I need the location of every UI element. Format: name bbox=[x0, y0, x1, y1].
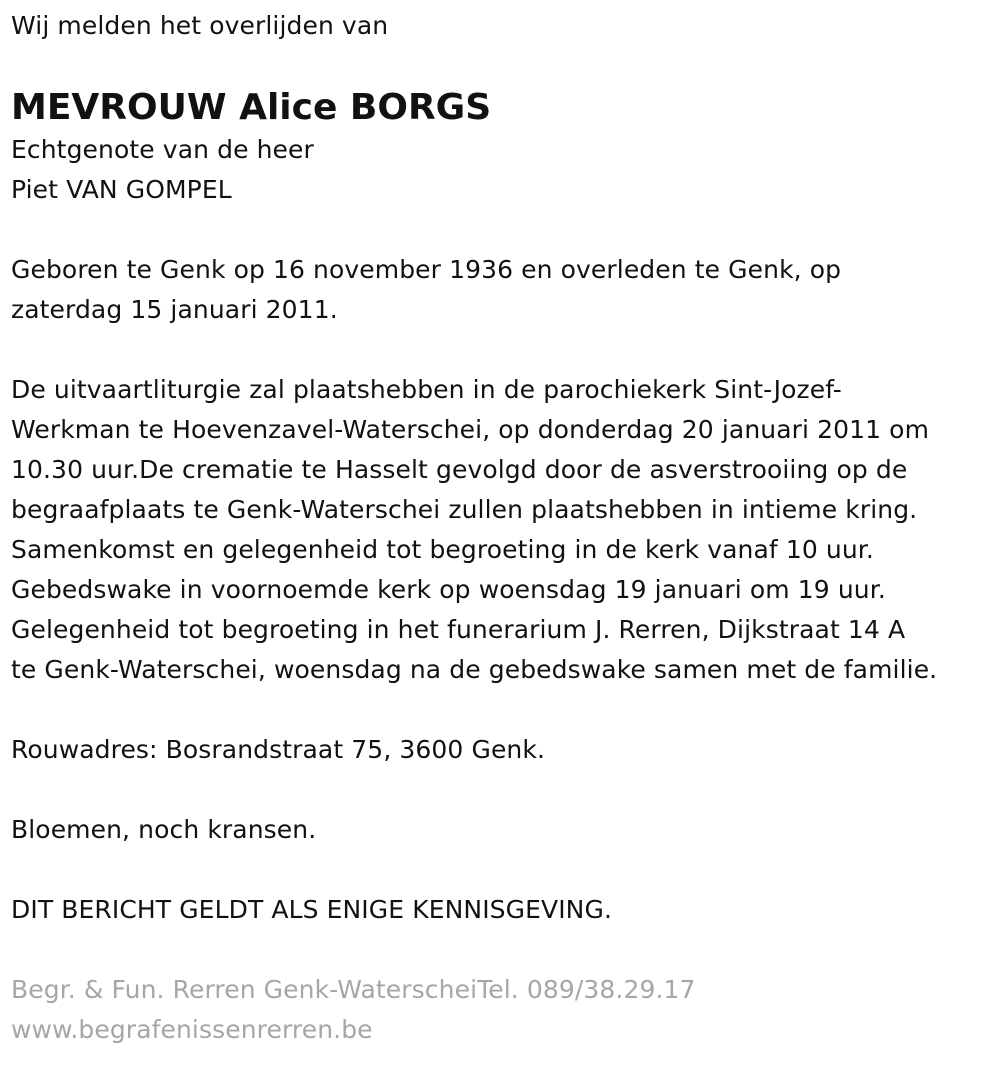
paragraph-line: zaterdag 15 januari 2011. bbox=[11, 295, 338, 324]
notice-statement: DIT BERICHT GELDT ALS ENIGE KENNISGEVING. bbox=[11, 895, 612, 924]
birth-death-paragraph bbox=[11, 250, 993, 330]
funeral-home-info: Begr. & Fun. Rerren Genk-WaterscheiTel. 089/38.29.17 bbox=[11, 975, 696, 1004]
spouse-line-1: Echtgenote van de heer bbox=[11, 135, 314, 164]
spouse-line-2: Piet VAN GOMPEL bbox=[11, 175, 232, 204]
mourning-address: Rouwadres: Bosrandstraat 75, 3600 Genk. bbox=[11, 735, 546, 764]
intro-text: Wij melden het overlijden van bbox=[11, 11, 389, 40]
paragraph-line: begraafplaats te Genk-Waterschei zullen plaatshebben in intieme kring. bbox=[11, 495, 918, 524]
flowers-note: Bloemen, noch kransen. bbox=[11, 815, 317, 844]
spacer bbox=[11, 330, 993, 370]
spacer bbox=[11, 930, 993, 970]
deceased-name: MEVROUW Alice BORGS bbox=[11, 87, 492, 128]
paragraph-line: Geboren te Genk op 16 november 1936 en overleden te Genk, op bbox=[11, 255, 842, 284]
funeral-home-website[interactable]: www.begrafenissenrerren.be bbox=[11, 1015, 373, 1044]
spacer bbox=[11, 210, 993, 250]
spacer bbox=[11, 770, 993, 810]
paragraph-line: Gebedswake in voornoemde kerk op woensdag 19 januari om 19 uur. bbox=[11, 575, 886, 604]
spacer bbox=[11, 690, 993, 730]
paragraph-line: De uitvaartliturgie zal plaatshebben in de parochiekerk Sint-Jozef- bbox=[11, 375, 842, 404]
paragraph-line: Samenkomst en gelegenheid tot begroeting in de kerk vanaf 10 uur. bbox=[11, 535, 874, 564]
paragraph-line: Werkman te Hoevenzavel-Waterschei, op donderdag 20 januari 2011 om bbox=[11, 415, 930, 444]
ceremony-paragraph bbox=[11, 370, 993, 690]
obituary-notice bbox=[11, 0, 993, 1050]
paragraph-line: te Genk-Waterschei, woensdag na de gebedswake samen met de familie. bbox=[11, 655, 938, 684]
paragraph-line: Gelegenheid tot begroeting in het funerarium J. Rerren, Dijkstraat 14 A bbox=[11, 615, 906, 644]
paragraph-line: 10.30 uur.De crematie te Hasselt gevolgd door de asverstrooiing op de bbox=[11, 455, 908, 484]
spacer bbox=[11, 850, 993, 890]
